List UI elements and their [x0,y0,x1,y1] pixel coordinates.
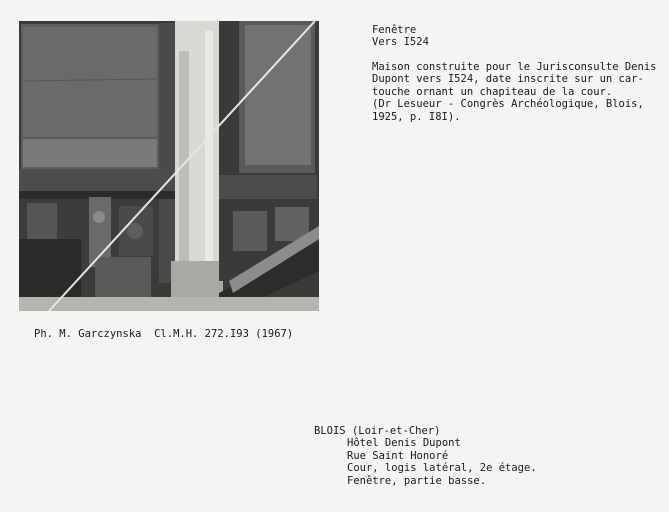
description-line: touche ornant un chapiteau de la cour. [372,85,613,98]
description-line: Dupont vers I524, date inscrite sur un car- [372,73,644,86]
description-line: 1925, p. I8I). [372,110,461,123]
caption-header [372,24,429,49]
location-city: BLOIS (Loir-et-Cher) [314,425,441,437]
location-line: Cour, logis latéral, 2e étage. [347,462,537,475]
caption-title: Fenêtre [372,24,417,36]
location-line: Hôtel Denis Dupont [347,437,461,450]
caption-description [372,61,656,123]
location-line: Rue Saint Honoré [347,449,449,462]
caption-date: Vers I524 [372,36,429,49]
location-block [314,425,537,487]
photograph [19,21,319,311]
location-line: Fenêtre, partie basse. [347,474,487,487]
photo-credit: Ph. M. Garczynska Cl.M.H. 272.I93 (1967) [34,328,294,340]
description-line: Maison construite pour le Jurisconsulte Denis [372,61,657,73]
description-line: (Dr Lesueur - Congrès Archéologique, Blois, [372,98,644,111]
